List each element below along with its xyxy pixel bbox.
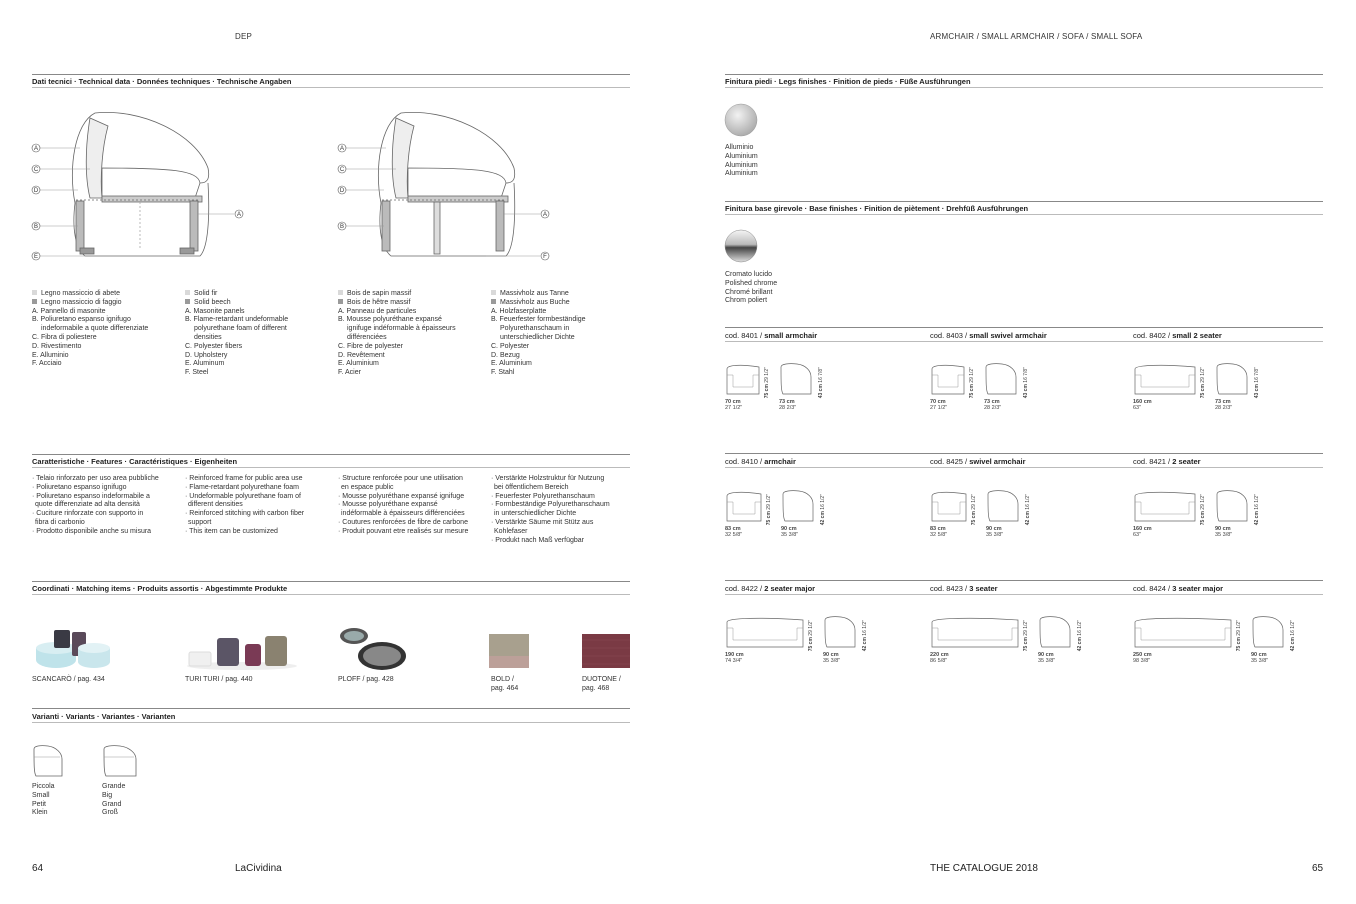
features-title: Caratteristiche · Features · Caractéristiques · Eigenheiten (32, 457, 238, 466)
materials-it: Legno massiccio di abete Legno massiccio di faggio A. Pannello di masonite B. Poliuretano espanso ignifugo indeformabile a quote differenziate C. Fibra di poliestere D. Rivestimento E. Alluminio F. Acciaio (32, 290, 149, 368)
model-seat-dim: 42 cm 16 1/2" (1025, 494, 1031, 526)
model-front-view (1133, 363, 1197, 397)
model-front-view (1133, 490, 1197, 524)
model-side-view (1215, 490, 1249, 524)
legs-finish-labels: Alluminio Aluminium Aluminium Aluminium (725, 144, 758, 178)
model-depth-dim: 90 cm 35 3/8" (781, 526, 799, 539)
model-height-dim: 75 cm 29 1/2" (1200, 494, 1206, 526)
model-side-view (984, 363, 1018, 397)
page-number-right: 65 (1312, 863, 1324, 874)
duotone-rug-image (582, 634, 630, 668)
svg-text:A: A (339, 146, 345, 152)
header-left: DEP (235, 32, 253, 41)
model-height-dim: 75 cm 29 1/2" (971, 494, 977, 526)
matching-item-ploff[interactable]: PLOFF / pag. 428 (338, 676, 394, 683)
base-finish-labels: Cromato lucido Polished chrome Chromé brillant Chrom poliert (725, 271, 778, 305)
variant-small-labels: Piccola Small Petit Klein (32, 783, 55, 817)
model-code-8422: cod. 8422 / 2 seater major (725, 584, 816, 593)
model-height-dim: 75 cm 29 1/2" (1023, 620, 1029, 652)
model-side-view (779, 363, 813, 397)
model-height-dim: 75 cm 29 1/2" (1236, 620, 1242, 652)
model-depth-dim: 90 cm 35 3/8" (986, 526, 1004, 539)
features-it: · Telaio rinforzato per uso area pubbliche · Poliuretano espanso ignifugo · Poliuretano espanso indeformabile a quote differenziate ad alta densità · Cuciture rinforzate con supporto in fibra di carbonio · Prodotto disponibile anche su misura (32, 475, 159, 535)
technical-title: Dati tecnici · Technical data · Données techniques · Technische Angaben (32, 77, 292, 86)
model-seat-dim: 43 cm 16 7/8" (818, 367, 824, 399)
model-seat-dim: 42 cm 16 1/2" (820, 494, 826, 526)
features-fr: · Structure renforcée pour une utilisation en espace public · Mousse polyuréthane expansé ignifuge · Mousse polyuréthane expansé indéformable à épaisseurs différenciées · Coutures renforcées de fibre de carbone · Produit pouvant etre realisés sur mesure (338, 475, 469, 535)
model-depth-dim: 90 cm 35 3/8" (823, 652, 841, 665)
model-front-view (725, 490, 763, 524)
model-front-view (725, 363, 761, 397)
model-code-8403: cod. 8403 / small swivel armchair (930, 331, 1047, 340)
diagram-label: A (33, 146, 39, 152)
page-number-left: 64 (32, 863, 44, 874)
model-depth-dim: 73 cm 28 2/3" (984, 399, 1002, 412)
model-height-dim: 75 cm 29 1/2" (764, 367, 770, 399)
model-seat-dim: 43 cm 16 7/8" (1254, 367, 1260, 399)
model-seat-dim: 43 cm 16 7/8" (1023, 367, 1029, 399)
model-depth-dim: 90 cm 35 3/8" (1215, 526, 1233, 539)
model-depth-dim: 90 cm 35 3/8" (1251, 652, 1269, 665)
matching-title: Coordinati · Matching items · Produits assortis · Abgestimmte Produkte (32, 584, 288, 593)
features-de: · Verstärkte Holzstruktur für Nutzung bei öffentlichem Bereich · Feuerfester Polyurethanschaum · Formbeständige Polyurethanschaum in unterschiedlicher Dichte · Verstärkte Säume mit Stütz aus Kohlefaser · Produkt nach Maß verfügbar (491, 475, 610, 544)
model-side-view (781, 490, 815, 524)
model-front-view (930, 490, 968, 524)
variants-title: Varianti · Variants · Variantes · Varianten (32, 712, 176, 721)
model-width-dim: 70 cm 27 1/2" (725, 399, 743, 412)
model-width-dim: 83 cm 32 5/8" (930, 526, 948, 539)
model-depth-dim: 73 cm 28 2/3" (779, 399, 797, 412)
model-width-dim: 160 cm 63" (1133, 526, 1152, 539)
model-width-dim: 220 cm 86 5/8" (930, 652, 949, 665)
base-title: Finitura base girevole · Base finishes · Finition de piètement · Drehfüß Ausführungen (725, 204, 1029, 213)
materials-de: Massivholz aus Tanne Massivholz aus Buche A. Holzfaserplatte B. Feuerfester formbeständige Polyurethanschaum in unterschiedlicher Dichte C. Polyester D. Bezug E. Aluminium F. Stahl (491, 290, 586, 377)
model-code-8401: cod. 8401 / small armchair (725, 331, 818, 340)
model-code-8423: cod. 8423 / 3 seater (930, 584, 998, 593)
model-width-dim: 190 cm 74 3/4" (725, 652, 744, 665)
variant-big-labels: Grande Big Grand Groß (102, 783, 126, 817)
svg-text:C: C (33, 167, 39, 173)
model-seat-dim: 42 cm 16 1/2" (1077, 620, 1083, 652)
model-seat-dim: 42 cm 16 1/2" (862, 620, 868, 652)
model-code-8425: cod. 8425 / swivel armchair (930, 457, 1026, 466)
model-code-8410: cod. 8410 / armchair (725, 457, 796, 466)
aluminium-swatch (725, 104, 759, 138)
svg-text:A: A (542, 212, 548, 218)
model-side-view (1251, 616, 1285, 650)
model-height-dim: 75 cm 29 1/2" (808, 620, 814, 652)
turi-turi-image (185, 630, 300, 670)
model-height-dim: 75 cm 29 1/2" (1200, 367, 1206, 399)
model-side-view (1215, 363, 1249, 397)
ploff-image (336, 626, 416, 672)
model-code-8421: cod. 8421 / 2 seater (1133, 457, 1201, 466)
model-depth-dim: 73 cm 28 2/3" (1215, 399, 1233, 412)
variant-small-icon (32, 745, 64, 779)
armchair-section-diagram-left (30, 108, 260, 268)
chrome-swatch (725, 230, 759, 264)
model-side-view (823, 616, 857, 650)
matching-item-turi-turi[interactable]: TURI TURI / pag. 440 (185, 676, 253, 683)
header-right: ARMCHAIR / SMALL ARMCHAIR / SOFA / SMALL SOFA (930, 32, 1143, 41)
model-code-8402: cod. 8402 / small 2 seater (1133, 331, 1222, 340)
svg-text:F: F (543, 254, 547, 260)
model-height-dim: 75 cm 29 1/2" (969, 367, 975, 399)
variant-big-icon (102, 745, 138, 779)
model-seat-dim: 42 cm 16 1/2" (1254, 494, 1260, 526)
model-side-view (1038, 616, 1072, 650)
brand-name: LaCividina (235, 863, 282, 874)
svg-text:E: E (33, 254, 39, 260)
catalogue-title: THE CATALOGUE 2018 (930, 863, 1038, 874)
legs-title: Finitura piedi · Legs finishes · Finition de pieds · Füße Ausführungen (725, 77, 971, 86)
model-front-view (930, 616, 1020, 650)
model-width-dim: 250 cm 98 3/8" (1133, 652, 1152, 665)
model-width-dim: 160 cm 63" (1133, 399, 1152, 412)
svg-text:B: B (33, 224, 39, 230)
svg-text:C: C (339, 167, 345, 173)
model-code-8424: cod. 8424 / 3 seater major (1133, 584, 1224, 593)
model-height-dim: 75 cm 29 1/2" (766, 494, 772, 526)
model-side-view (986, 490, 1020, 524)
svg-text:B: B (339, 224, 345, 230)
model-seat-dim: 42 cm 16 1/2" (1290, 620, 1296, 652)
model-front-view (1133, 616, 1233, 650)
matching-item-scancaro[interactable]: SCANCARÒ / pag. 434 (32, 676, 105, 683)
armchair-section-diagram-right (336, 108, 566, 268)
scancaro-image (32, 624, 112, 672)
materials-en: Solid fir Solid beech A. Masonite panels B. Flame-retardant undeformable polyurethane foam of different densities C. Polyester fibers D. Upholstery E. Aluminum F. Steel (185, 290, 289, 377)
bold-rug-image (489, 634, 529, 668)
svg-text:D: D (33, 188, 39, 194)
matching-item-bold[interactable]: BOLD / pag. 464 (491, 676, 519, 692)
model-front-view (930, 363, 966, 397)
model-front-view (725, 616, 805, 650)
materials-fr: Bois de sapin massif Bois de hêtre massif A. Panneau de particules B. Mousse polyuréthane expansé ignifuge indéformable à épaisseurs différenciées C. Fibre de polyester D. Revêtement E. Aluminium F. Acier (338, 290, 456, 377)
matching-item-duotone[interactable]: DUOTONE / pag. 468 (582, 676, 621, 692)
model-width-dim: 83 cm 32 5/8" (725, 526, 743, 539)
model-width-dim: 70 cm 27 1/2" (930, 399, 948, 412)
features-en: · Reinforced frame for public area use · Flame-retardant polyurethane foam · Undeformable polyurethane foam of different densities · Reinforced stitching with carbon fiber support · This item can be customized (185, 475, 305, 535)
model-depth-dim: 90 cm 35 3/8" (1038, 652, 1056, 665)
svg-text:A: A (236, 212, 242, 218)
svg-text:D: D (339, 188, 345, 194)
